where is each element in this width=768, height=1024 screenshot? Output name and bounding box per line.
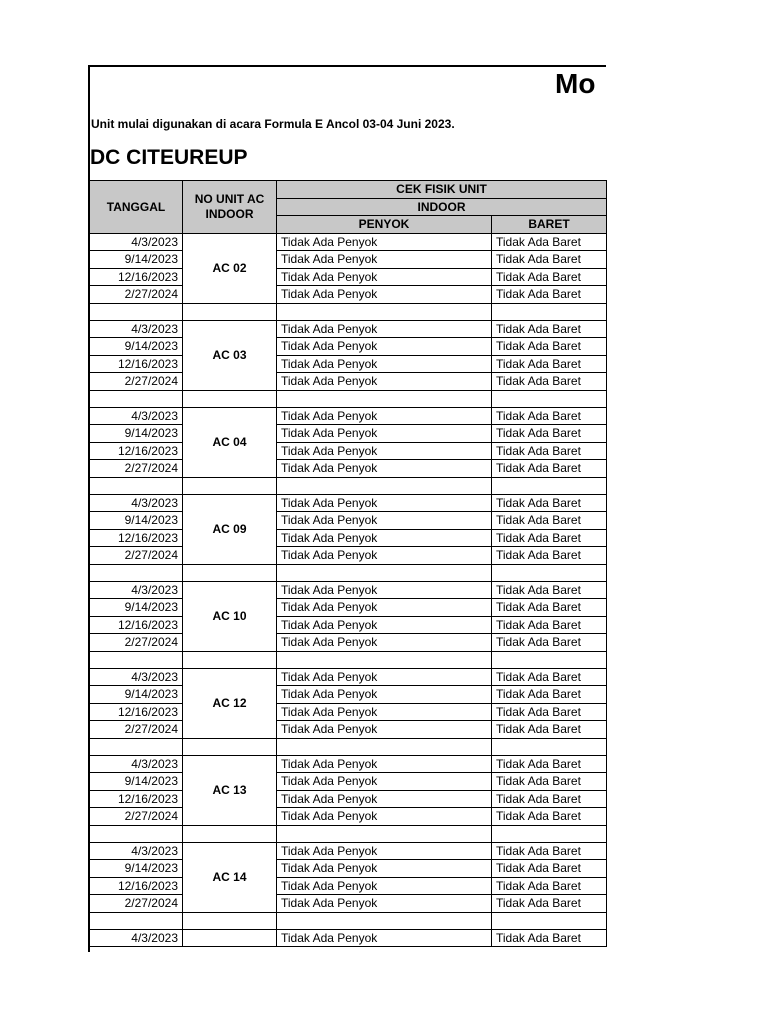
penyok-cell: Tidak Ada Penyok	[277, 355, 492, 373]
date-cell: 4/3/2023	[90, 755, 183, 773]
empty-cell	[492, 564, 607, 581]
penyok-cell: Tidak Ada Penyok	[277, 599, 492, 617]
empty-cell	[183, 651, 277, 668]
baret-cell: Tidak Ada Baret	[492, 425, 607, 443]
date-cell: 12/16/2023	[90, 529, 183, 547]
table-row	[90, 425, 607, 443]
date-cell: 9/14/2023	[90, 773, 183, 791]
baret-cell: Tidak Ada Baret	[492, 460, 607, 478]
baret-cell: Tidak Ada Baret	[492, 877, 607, 895]
table-row	[90, 251, 607, 269]
penyok-cell: Tidak Ada Penyok	[277, 895, 492, 913]
penyok-cell: Tidak Ada Penyok	[277, 442, 492, 460]
table-row	[90, 860, 607, 878]
empty-cell	[492, 477, 607, 494]
header-tanggal: TANGGAL	[90, 181, 183, 234]
table-row	[90, 686, 607, 704]
empty-cell	[492, 651, 607, 668]
date-cell: 12/16/2023	[90, 355, 183, 373]
table-body	[90, 233, 607, 947]
empty-cell	[90, 390, 183, 407]
table-row	[90, 320, 607, 338]
table-row	[90, 338, 607, 356]
date-cell: 4/3/2023	[90, 407, 183, 425]
baret-cell: Tidak Ada Baret	[492, 668, 607, 686]
date-cell: 12/16/2023	[90, 790, 183, 808]
date-cell: 4/3/2023	[90, 494, 183, 512]
unit-cell: AC 09	[183, 494, 277, 564]
empty-cell	[90, 477, 183, 494]
table-row	[90, 355, 607, 373]
table-row	[90, 773, 607, 791]
spacer-row	[90, 303, 607, 320]
spacer-row	[90, 390, 607, 407]
unit-cell	[183, 929, 277, 947]
baret-cell: Tidak Ada Baret	[492, 860, 607, 878]
inspection-table	[89, 180, 607, 947]
table-row	[90, 373, 607, 391]
date-cell: 2/27/2024	[90, 547, 183, 565]
unit-cell: AC 03	[183, 320, 277, 390]
date-cell: 9/14/2023	[90, 425, 183, 443]
penyok-cell: Tidak Ada Penyok	[277, 425, 492, 443]
empty-cell	[183, 477, 277, 494]
empty-cell	[90, 825, 183, 842]
table-row	[90, 547, 607, 565]
empty-cell	[277, 912, 492, 929]
date-cell: 4/3/2023	[90, 581, 183, 599]
unit-cell: AC 12	[183, 668, 277, 738]
empty-cell	[492, 738, 607, 755]
spacer-row	[90, 825, 607, 842]
unit-cell: AC 14	[183, 842, 277, 912]
date-cell: 12/16/2023	[90, 442, 183, 460]
baret-cell: Tidak Ada Baret	[492, 355, 607, 373]
empty-cell	[90, 564, 183, 581]
empty-cell	[90, 912, 183, 929]
date-cell: 9/14/2023	[90, 251, 183, 269]
date-cell: 9/14/2023	[90, 686, 183, 704]
site-name: DC CITEUREUP	[90, 146, 248, 169]
empty-cell	[183, 390, 277, 407]
date-cell: 2/27/2024	[90, 373, 183, 391]
unit-cell: AC 10	[183, 581, 277, 651]
baret-cell: Tidak Ada Baret	[492, 320, 607, 338]
penyok-cell: Tidak Ada Penyok	[277, 494, 492, 512]
unit-cell: AC 13	[183, 755, 277, 825]
baret-cell: Tidak Ada Baret	[492, 842, 607, 860]
baret-cell: Tidak Ada Baret	[492, 529, 607, 547]
baret-cell: Tidak Ada Baret	[492, 895, 607, 913]
penyok-cell: Tidak Ada Penyok	[277, 842, 492, 860]
baret-cell: Tidak Ada Baret	[492, 512, 607, 530]
empty-cell	[277, 303, 492, 320]
empty-cell	[277, 825, 492, 842]
penyok-cell: Tidak Ada Penyok	[277, 634, 492, 652]
penyok-cell: Tidak Ada Penyok	[277, 808, 492, 826]
date-cell: 4/3/2023	[90, 929, 183, 947]
baret-cell: Tidak Ada Baret	[492, 547, 607, 565]
empty-cell	[90, 651, 183, 668]
penyok-cell: Tidak Ada Penyok	[277, 512, 492, 530]
table-row	[90, 599, 607, 617]
table-row	[90, 895, 607, 913]
date-cell: 2/27/2024	[90, 286, 183, 304]
table-row	[90, 616, 607, 634]
date-cell: 2/27/2024	[90, 460, 183, 478]
spacer-row	[90, 912, 607, 929]
baret-cell: Tidak Ada Baret	[492, 599, 607, 617]
date-cell: 4/3/2023	[90, 320, 183, 338]
table-row	[90, 703, 607, 721]
empty-cell	[183, 912, 277, 929]
baret-cell: Tidak Ada Baret	[492, 721, 607, 739]
empty-cell	[277, 738, 492, 755]
spacer-row	[90, 477, 607, 494]
table-row	[90, 634, 607, 652]
unit-cell: AC 04	[183, 407, 277, 477]
table-row	[90, 512, 607, 530]
spacer-row	[90, 564, 607, 581]
empty-cell	[183, 303, 277, 320]
penyok-cell: Tidak Ada Penyok	[277, 547, 492, 565]
spacer-row	[90, 738, 607, 755]
usage-note: Unit mulai digunakan di acara Formula E Ancol 03-04 Juni 2023.	[91, 117, 455, 131]
penyok-cell: Tidak Ada Penyok	[277, 320, 492, 338]
penyok-cell: Tidak Ada Penyok	[277, 790, 492, 808]
table-row	[90, 407, 607, 425]
header-no-unit: NO UNIT AC INDOOR	[183, 181, 277, 234]
baret-cell: Tidak Ada Baret	[492, 442, 607, 460]
table-row	[90, 790, 607, 808]
table-row	[90, 286, 607, 304]
empty-cell	[183, 825, 277, 842]
baret-cell: Tidak Ada Baret	[492, 686, 607, 704]
empty-cell	[277, 477, 492, 494]
baret-cell: Tidak Ada Baret	[492, 634, 607, 652]
baret-cell: Tidak Ada Baret	[492, 808, 607, 826]
empty-cell	[90, 738, 183, 755]
penyok-cell: Tidak Ada Penyok	[277, 373, 492, 391]
penyok-cell: Tidak Ada Penyok	[277, 755, 492, 773]
penyok-cell: Tidak Ada Penyok	[277, 773, 492, 791]
penyok-cell: Tidak Ada Penyok	[277, 703, 492, 721]
empty-cell	[277, 390, 492, 407]
baret-cell: Tidak Ada Baret	[492, 407, 607, 425]
date-cell: 9/14/2023	[90, 512, 183, 530]
table-row	[90, 268, 607, 286]
empty-cell	[183, 564, 277, 581]
empty-cell	[492, 390, 607, 407]
baret-cell: Tidak Ada Baret	[492, 703, 607, 721]
baret-cell: Tidak Ada Baret	[492, 286, 607, 304]
baret-cell: Tidak Ada Baret	[492, 494, 607, 512]
baret-cell: Tidak Ada Baret	[492, 790, 607, 808]
baret-cell: Tidak Ada Baret	[492, 616, 607, 634]
header-indoor: INDOOR	[277, 198, 607, 216]
unit-cell: AC 02	[183, 233, 277, 303]
date-cell: 4/3/2023	[90, 842, 183, 860]
penyok-cell: Tidak Ada Penyok	[277, 860, 492, 878]
empty-cell	[183, 738, 277, 755]
table-row	[90, 929, 607, 947]
table-row	[90, 668, 607, 686]
baret-cell: Tidak Ada Baret	[492, 581, 607, 599]
empty-cell	[492, 825, 607, 842]
empty-cell	[277, 564, 492, 581]
empty-cell	[90, 303, 183, 320]
table-row	[90, 842, 607, 860]
sheet-top-border	[88, 65, 606, 67]
empty-cell	[492, 303, 607, 320]
table-row	[90, 755, 607, 773]
penyok-cell: Tidak Ada Penyok	[277, 407, 492, 425]
penyok-cell: Tidak Ada Penyok	[277, 877, 492, 895]
table-row	[90, 581, 607, 599]
baret-cell: Tidak Ada Baret	[492, 233, 607, 251]
date-cell: 2/27/2024	[90, 721, 183, 739]
table-row	[90, 494, 607, 512]
penyok-cell: Tidak Ada Penyok	[277, 233, 492, 251]
baret-cell: Tidak Ada Baret	[492, 755, 607, 773]
date-cell: 12/16/2023	[90, 703, 183, 721]
date-cell: 4/3/2023	[90, 233, 183, 251]
baret-cell: Tidak Ada Baret	[492, 338, 607, 356]
penyok-cell: Tidak Ada Penyok	[277, 668, 492, 686]
spacer-row	[90, 651, 607, 668]
table-row	[90, 877, 607, 895]
table-row	[90, 529, 607, 547]
date-cell: 9/14/2023	[90, 338, 183, 356]
table-row	[90, 442, 607, 460]
table-row	[90, 460, 607, 478]
date-cell: 2/27/2024	[90, 808, 183, 826]
date-cell: 12/16/2023	[90, 616, 183, 634]
date-cell: 4/3/2023	[90, 668, 183, 686]
penyok-cell: Tidak Ada Penyok	[277, 686, 492, 704]
baret-cell: Tidak Ada Baret	[492, 373, 607, 391]
penyok-cell: Tidak Ada Penyok	[277, 616, 492, 634]
table-row	[90, 233, 607, 251]
penyok-cell: Tidak Ada Penyok	[277, 251, 492, 269]
penyok-cell: Tidak Ada Penyok	[277, 460, 492, 478]
header-penyok: PENYOK	[277, 216, 492, 234]
penyok-cell: Tidak Ada Penyok	[277, 268, 492, 286]
penyok-cell: Tidak Ada Penyok	[277, 929, 492, 947]
penyok-cell: Tidak Ada Penyok	[277, 529, 492, 547]
header-cek-fisik: CEK FISIK UNIT	[277, 181, 607, 199]
header-baret: BARET	[492, 216, 607, 234]
date-cell: 9/14/2023	[90, 599, 183, 617]
baret-cell: Tidak Ada Baret	[492, 929, 607, 947]
empty-cell	[492, 912, 607, 929]
page-title: Mo	[555, 68, 596, 99]
date-cell: 2/27/2024	[90, 895, 183, 913]
penyok-cell: Tidak Ada Penyok	[277, 721, 492, 739]
penyok-cell: Tidak Ada Penyok	[277, 338, 492, 356]
table-row	[90, 808, 607, 826]
date-cell: 9/14/2023	[90, 860, 183, 878]
baret-cell: Tidak Ada Baret	[492, 251, 607, 269]
date-cell: 12/16/2023	[90, 877, 183, 895]
table-row	[90, 721, 607, 739]
penyok-cell: Tidak Ada Penyok	[277, 286, 492, 304]
empty-cell	[277, 651, 492, 668]
penyok-cell: Tidak Ada Penyok	[277, 581, 492, 599]
date-cell: 12/16/2023	[90, 268, 183, 286]
baret-cell: Tidak Ada Baret	[492, 268, 607, 286]
date-cell: 2/27/2024	[90, 634, 183, 652]
baret-cell: Tidak Ada Baret	[492, 773, 607, 791]
